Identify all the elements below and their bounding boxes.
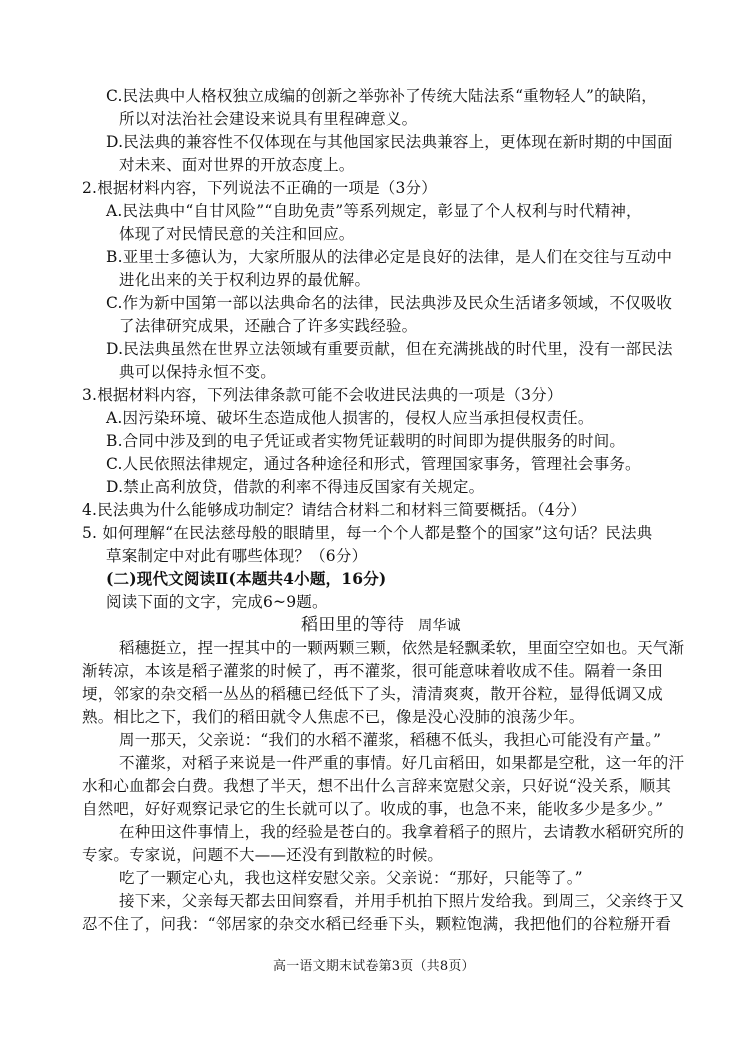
q3-option-a: A.因污染环境、破坏生态造成他人损害的，侵权人应当承担侵权责任。 bbox=[106, 409, 594, 427]
q2-option-d-line2: 典可以保持永恒不变。 bbox=[119, 363, 277, 381]
article-title-block bbox=[301, 614, 461, 637]
article-title: 稻田里的等待 bbox=[301, 615, 405, 635]
article-line: 稻穗挺立，捏一捏其中的一颗两颗三颗，依然是轻飘柔软，里面空空如也。天气渐 bbox=[119, 639, 685, 657]
q2-option-b-line1: B.亚里士多德认为，大家所服从的法律必定是良好的法律，是人们在交往与互动中 bbox=[106, 248, 673, 266]
q3-stem: 3.根据材料内容，下列法律条款可能不会收进民法典的一项是（3分） bbox=[82, 386, 563, 404]
article-line: 专家。专家说，问题不大——还没有到散粒的时候。 bbox=[82, 846, 444, 864]
article-line: 渐转凉，本该是稻子灌浆的时候了，再不灌浆，很可能意味着收成不佳。隔着一条田 bbox=[82, 662, 663, 680]
q1-option-c-line1: C.民法典中人格权独立成编的创新之举弥补了传统大陆法系“重物轻人”的缺陷， bbox=[106, 87, 657, 105]
q5-stem-line2: 草案制定中对此有哪些体现？（6分） bbox=[106, 547, 368, 565]
q3-option-c: C.人民依照法律规定，通过各种途径和形式，管理国家事务，管理社会事务。 bbox=[106, 455, 641, 473]
q2-option-a-line1: A.民法典中“自甘风险”“自助免责”等系列规定，彰显了个人权利与时代精神， bbox=[106, 202, 642, 220]
q2-option-c-line1: C.作为新中国第一部以法典命名的法律，民法典涉及民众生活诸多领域，不仅吸收 bbox=[106, 294, 673, 312]
section-heading: (二)现代文阅读Ⅱ(本题共4小题，16分) bbox=[106, 569, 387, 588]
q2-option-b-line2: 进化出来的关于权利边界的最优解。 bbox=[119, 271, 371, 289]
q1-option-c-line2: 所以对法治社会建设来说具有里程碑意义。 bbox=[119, 110, 418, 128]
article-line: 不灌浆，对稻子来说是一件严重的事情。好几亩稻田，如果都是空秕，这一年的汗 bbox=[119, 754, 685, 772]
article-author: 周华诚 bbox=[418, 618, 461, 634]
article-line: 在种田这件事情上，我的经验是苍白的。我拿着稻子的照片，去请教水稻研究所的 bbox=[119, 823, 685, 841]
article-line: 吃了一颗定心丸，我也这样安慰父亲。父亲说：“那好，只能等了。” bbox=[119, 869, 583, 887]
q5-stem-line1: 5. 如何理解“在民法慈母般的眼睛里，每一个个人都是整个的国家”这句话？民法典 bbox=[82, 524, 653, 542]
q2-option-c-line2: 了法律研究成果，还融合了许多实践经验。 bbox=[119, 317, 418, 335]
q1-option-d-line1: D.民法典的兼容性不仅体现在与其他国家民法典兼容上，更体现在新时期的中国面 bbox=[106, 133, 673, 151]
q4-stem: 4.民法典为什么能够成功制定？请结合材料二和材料三简要概括。（4分） bbox=[82, 501, 587, 519]
q2-stem: 2.根据材料内容，下列说法不正确的一项是（3分） bbox=[82, 179, 437, 197]
article-line: 周一那天，父亲说：“我们的水稻不灌浆，稻穗不低头，我担心可能没有产量。” bbox=[119, 731, 662, 749]
article-line: 忍不住了，问我：“邻居家的杂交水稻已经垂下头，颗粒饱满，我把他们的谷粒掰开看 bbox=[82, 915, 672, 933]
article-line: 自然吧，好好观察记录它的生长就可以了。收成的事，也急不来，能收多少是多少。” bbox=[82, 800, 664, 818]
q2-option-a-line2: 体现了对民情民意的关注和回应。 bbox=[119, 225, 355, 243]
article-line: 水和心血都会白费。我想了半天，想不出什么言辞来宽慰父亲，只好说“没关系，顺其 bbox=[82, 777, 672, 795]
q3-option-b: B.合同中涉及到的电子凭证或者实物凭证载明的时间即为提供服务的时间。 bbox=[106, 432, 626, 450]
q1-option-d-line2: 对未来、面对世界的开放态度上。 bbox=[119, 156, 355, 174]
article-line: 接下来，父亲每天都去田间察看，并用手机拍下照片发给我。到周三，父亲终于又 bbox=[119, 892, 685, 910]
q3-option-d: D.禁止高利放贷，借款的利率不得违反国家有关规定。 bbox=[106, 478, 485, 496]
section-instruction: 阅读下面的文字，完成6~9题。 bbox=[106, 593, 328, 611]
article-line: 熟。相比之下，我们的稻田就令人焦虑不已，像是没心没肺的浪荡少年。 bbox=[82, 708, 585, 726]
article-line: 埂，邻家的杂交稻一丛丛的稻穗已经低下了头，清清爽爽，散开谷粒，显得低调又成 bbox=[82, 685, 663, 703]
q2-option-d-line1: D.民法典虽然在世界立法领域有重要贡献，但在充满挑战的时代里，没有一部民法 bbox=[106, 340, 673, 358]
page-footer: 高一语文期末试卷第3页（共8页） bbox=[273, 959, 475, 974]
